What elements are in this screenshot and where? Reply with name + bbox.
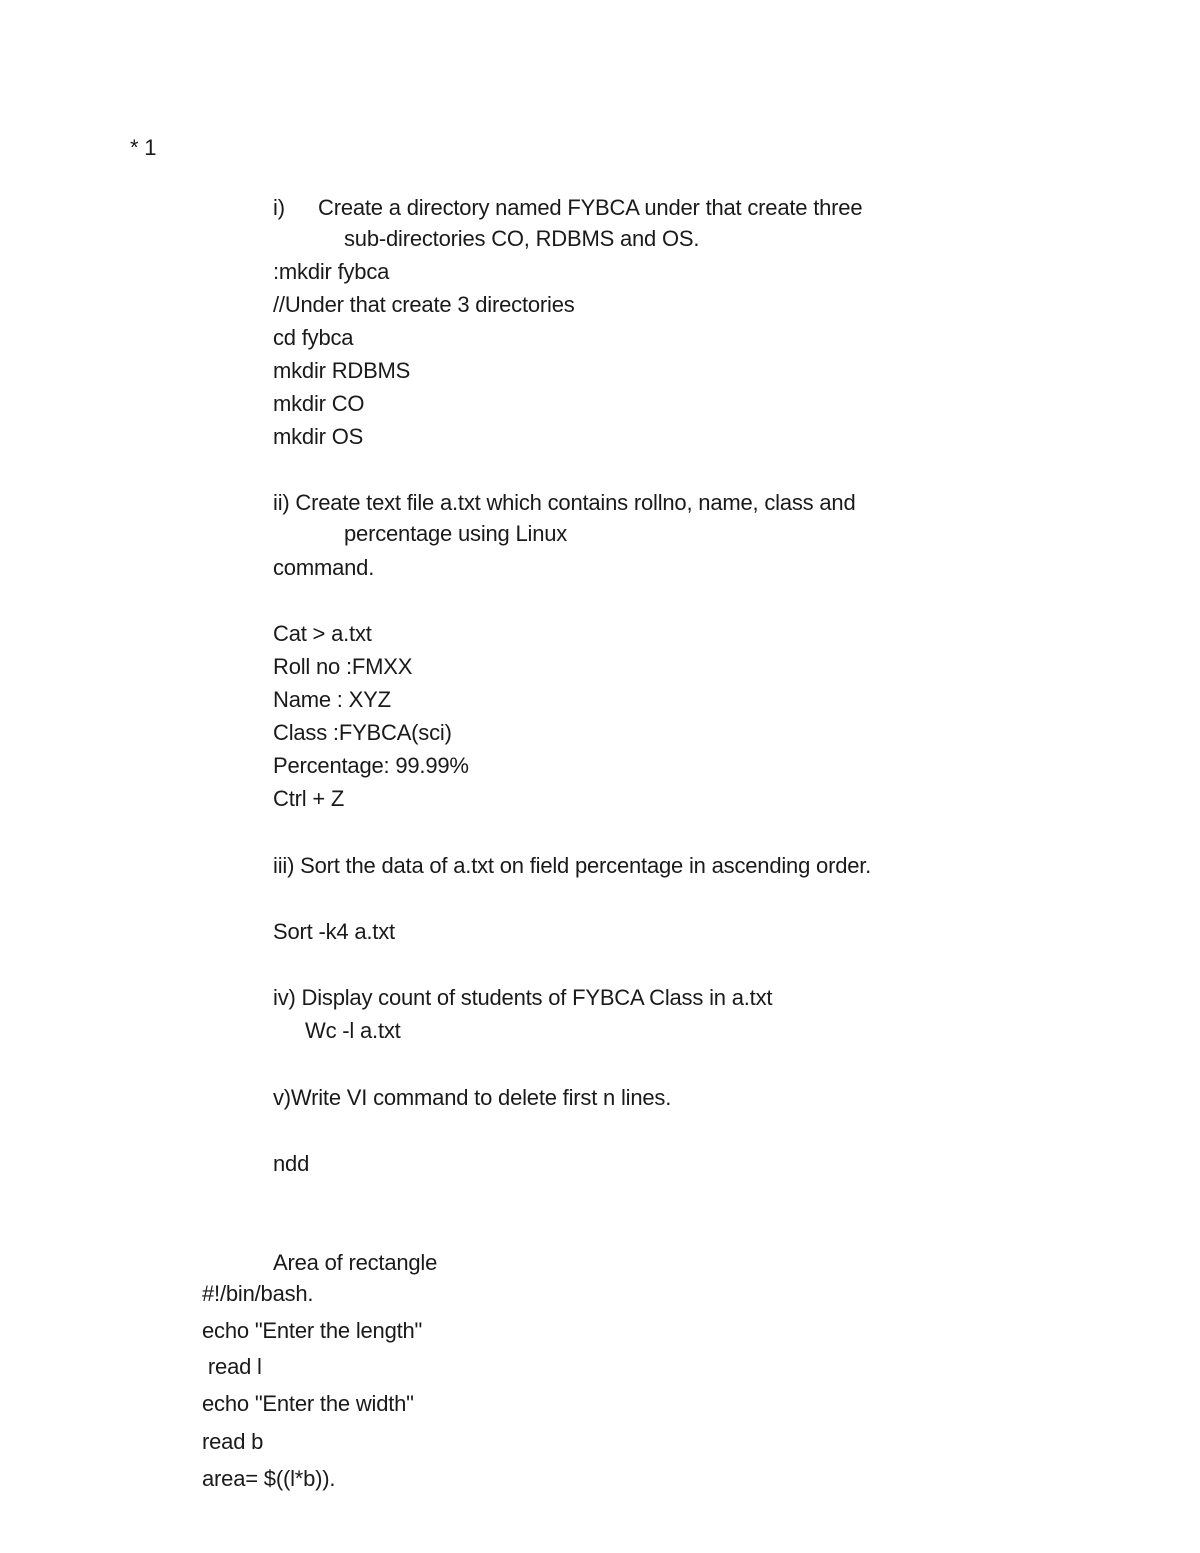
script-line: read l: [202, 1354, 262, 1379]
q1-line: cd fybca: [273, 325, 354, 350]
q2-line: Name : XYZ: [273, 687, 391, 712]
header-mark: * 1: [130, 135, 157, 160]
q2-text-continued: percentage using Linux: [344, 521, 568, 546]
q1-line: :mkdir fybca: [273, 259, 390, 284]
q2-line: Roll no :FMXX: [273, 654, 413, 679]
q3-text: iii) Sort the data of a.txt on field percentage in ascending order.: [273, 853, 872, 878]
q2-line: Class :FYBCA(sci): [273, 720, 452, 745]
script-line: echo "Enter the length": [202, 1318, 423, 1343]
script-line: #!/bin/bash.: [202, 1281, 314, 1306]
q2-line: Ctrl + Z: [273, 786, 345, 811]
q1-line: mkdir RDBMS: [273, 358, 411, 383]
q4-text: iv) Display count of students of FYBCA Class in a.txt: [273, 985, 773, 1010]
q1-line: //Under that create 3 directories: [273, 292, 575, 317]
script-line: read b: [202, 1429, 264, 1454]
q1-line: mkdir OS: [273, 424, 364, 449]
q1-text: Create a directory named FYBCA under that create three: [318, 195, 863, 220]
q1-text-continued: sub-directories CO, RDBMS and OS.: [344, 226, 700, 251]
script-title: Area of rectangle: [273, 1250, 438, 1275]
q2-line: Cat > a.txt: [273, 621, 372, 646]
script-line: area= $((l*b)).: [202, 1466, 336, 1491]
q5-text: v)Write VI command to delete first n lines.: [273, 1085, 672, 1110]
script-line: echo "Enter the width": [202, 1391, 414, 1416]
q5-answer: ndd: [273, 1151, 310, 1176]
q1-number: i): [273, 195, 285, 220]
q2-line: Percentage: 99.99%: [273, 753, 469, 778]
q3-answer: Sort -k4 a.txt: [273, 919, 395, 944]
q4-answer: Wc -l a.txt: [305, 1018, 401, 1043]
q1-line: mkdir CO: [273, 391, 365, 416]
q2-text: ii) Create text file a.txt which contains rollno, name, class and: [273, 490, 856, 515]
q2-text-continued-2: command.: [273, 555, 375, 580]
